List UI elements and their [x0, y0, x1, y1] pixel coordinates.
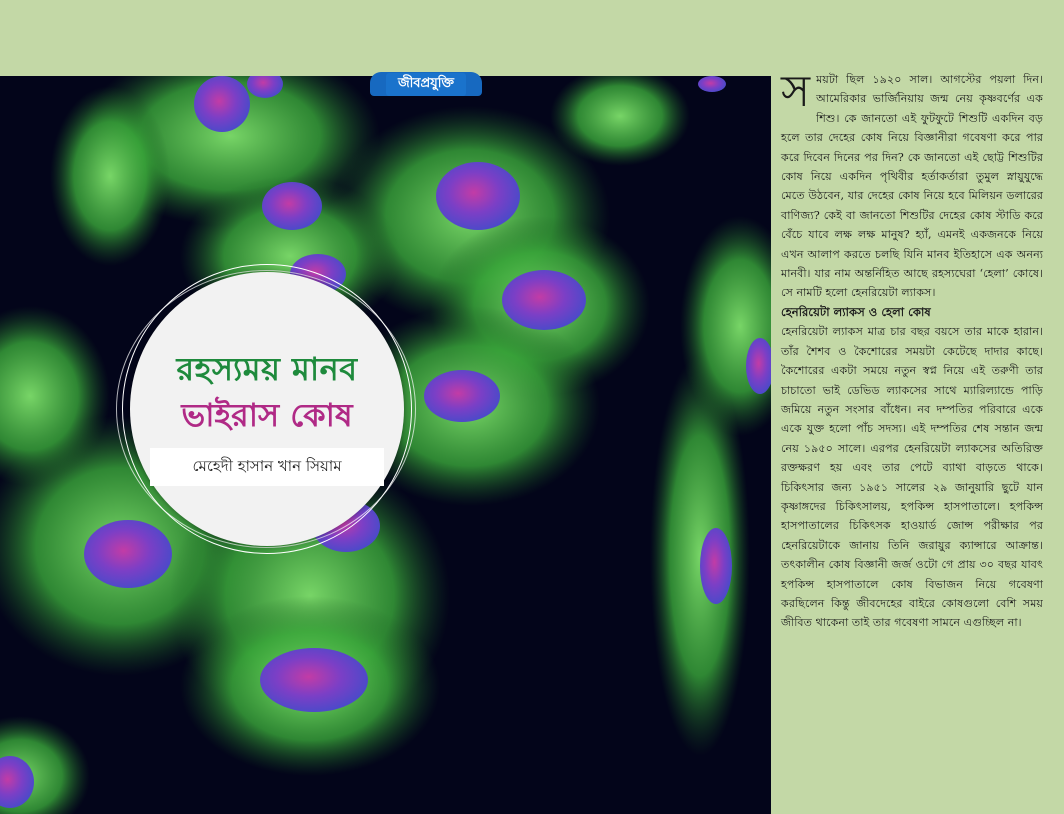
article-title-line2: ভাইরাস কোষ — [181, 396, 353, 434]
article-subheading: হেনরিয়েটা ল্যাকস ও হেলা কোষ — [781, 304, 931, 319]
intro-text: ময়টা ছিল ১৯২০ সাল। আগস্টের পয়লা দিন। আমেরিকার ভার্জিনিয়ায় জন্ম নেয় কৃষ্ণবর্ণের এক শিশু। কে জানতো এই ফুটফুটে শিশুটি একদিন বড় হলে তার দেহের কোষ নিয়ে বিজ্ঞানীরা গবেষণা করে পার করে দিবেন দিনের পর দিন? কে জানতো এই ছোট্ট শিশুটির কোষ নিয়ে একদিন পৃথিবীর হর্তাকর্তারা তুমুল স্নায়ুযুদ্ধে মেতে উঠবেন, যার দেহের কোষ নিয়ে হবে মিলিয়ন ডলারের বাণিজ্য? কেই বা জানতো শিশুটির দেহের কোষ স্টাডি করে বেঁচে যাবে লক্ষ লক্ষ মানুষ? হ্যাঁ, এমনই একজনকে নিয়ে এখন আলাপ করতে চলছি যিনি মানব ইতিহাসে এক অনন্য মানবী। যার নাম অন্তর্নিহিত আছে রহস্যঘেরা ‘হেলা’ কোষে। সে নামটি হলো হেনরিয়েটা ল্যাকস। — [781, 73, 1043, 300]
section-tag — [370, 72, 482, 96]
title-disc — [130, 272, 404, 546]
article-title-line1: রহস্যময় মানব — [176, 350, 358, 388]
top-band — [0, 0, 1064, 76]
author-name: মেহেদী হাসান খান সিয়াম — [192, 456, 342, 475]
intro-paragraph — [781, 66, 1043, 303]
drop-cap: স — [781, 66, 811, 117]
section-tag-label: জীবপ্রযুক্তি — [386, 73, 466, 96]
author-bar — [150, 448, 384, 486]
body-paragraph: হেনরিয়েটা ল্যাকস মাত্র চার বছর বয়সে তার মাকে হারান। তাঁর শৈশব ও কৈশোরের সময়টা কেটেছে দাদার কাছে। কৈশোরের একটা সময়ে নতুন স্বপ্ন নিয়ে এই তরুণী তার চাচাতো ভাই ডেভিড ল্যাকসের সাথে ম্যারিল্যান্ডে পাড়ি জমিয়ে নতুন সংসার বাঁধেন। নব দম্পতির পরিবারে একে একে যুক্ত হলো পাঁচ সদস্য। এই দম্পতির শেষ সন্তান জন্ম নেয় ১৯৫০ সালে। এরপর হেনরিয়েটা ল্যাকসের অতিরিক্ত রক্তক্ষরণ হয় এবং তার পেটে ব্যাথা বাড়তে থাকে। চিকিৎসার জন্য ১৯৫১ সালের ২৯ জানুয়ারি ছুটে যান কৃষ্ণাঙ্গদের চিকিৎসালয়, হপকিন্স হাসপাতালে। হপকিন্স হাসপাতালের চিকিৎসক হাওয়ার্ড জোন্স পরীক্ষার পর হেনরিয়েটাকে জানায় তিনি জরায়ুর ক্যান্সারে আক্রান্ত। তৎকালীন কোষ বিজ্ঞানী জর্জ ওটো গে প্রায় ৩০ বছর যাবৎ হপকিন্স হাসপাতালে কোষ বিভাজন নিয়ে গবেষণা করছিলেন কিন্তু জীবদেহের বাইরে কোষগুলো বেশি সময় জীবিত থাকেনা তাই তার গবেষণা সামনে এগুচ্ছিল না। — [781, 325, 1043, 630]
article-column — [781, 66, 1043, 633]
